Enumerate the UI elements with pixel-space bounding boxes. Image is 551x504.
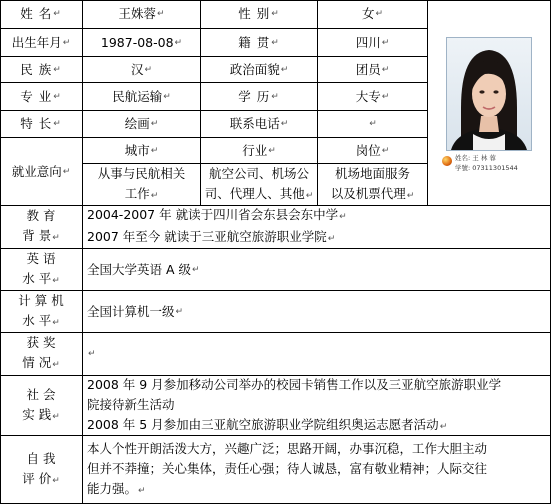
intent-city-value: 从事与民航相关 工作↵: [83, 164, 201, 206]
political-label: 政治面貌 ↵: [201, 57, 318, 83]
english-level: 全国大学英语 A 级 ↵: [83, 249, 551, 291]
ethnicity-value: 汉 ↵: [83, 57, 201, 83]
education-history: 2004-2007 年 就读于四川省会东县会东中学↵ 2007 年至今 就读于三亚航空旅游职业学院↵: [83, 206, 551, 249]
name-value: 王姝蓉 ↵: [83, 0, 201, 29]
intent-header-position: 岗位 ↵: [318, 138, 428, 164]
origin-label: 籍 贯 ↵: [201, 29, 318, 57]
awards-label: 获 奖 情 况↵: [0, 333, 83, 376]
education-level-value: 大专 ↵: [318, 83, 428, 111]
photo-cell: [428, 0, 551, 206]
political-value: 团员 ↵: [318, 57, 428, 83]
awards-value: ↵: [83, 333, 551, 376]
education-level-label: 学 历 ↵: [201, 83, 318, 111]
education-label: 教 育 背 景↵: [0, 206, 83, 249]
major-label: 专 业 ↵: [0, 83, 83, 111]
skill-label: 特 长 ↵: [0, 111, 83, 138]
social-label: 社 会 实 践↵: [0, 376, 83, 436]
phone-label: 联系电话 ↵: [201, 111, 318, 138]
birth-label: 出生年月 ↵: [0, 29, 83, 57]
self-eval-label: 自 我 评 价↵: [0, 436, 83, 504]
phone-value: ↵: [318, 111, 428, 138]
english-label: 英 语 水 平↵: [0, 249, 83, 291]
name-label: 姓 名 ↵: [0, 0, 83, 29]
computer-level: 全国计算机一级 ↵: [83, 291, 551, 333]
origin-value: 四川 ↵: [318, 29, 428, 57]
self-evaluation: 本人个性开朗活泼大方，兴趣广泛；思路开阔，办事沉稳，工作大胆主动 但并不莽撞；关心集体，责任心强；待人诚恳，富有敬业精神；人际交往 能力强。↵: [83, 436, 551, 504]
intent-header-industry: 行业 ↵: [201, 138, 318, 164]
intent-label: 就业意向 ↵: [0, 138, 83, 206]
gender-label: 性 别 ↵: [201, 0, 318, 29]
birth-value: 1987-08-08 ↵: [83, 29, 201, 57]
social-practice: 2008 年 9 月参加移动公司举办的校园卡销售工作以及三亚航空旅游职业学 院接待新生活动 2008 年 5 月参加由三亚航空旅游职业学院组织奥运志愿者活动↵: [83, 376, 551, 436]
gender-value: 女 ↵: [318, 0, 428, 29]
computer-label: 计 算 机 水 平↵: [0, 291, 83, 333]
photo-caption: 姓名: 王 林 蓉 学號: 07311301544: [442, 153, 542, 177]
major-value: 民航运输 ↵: [83, 83, 201, 111]
ethnicity-label: 民 族 ↵: [0, 57, 83, 83]
skill-value: 绘画 ↵: [83, 111, 201, 138]
profile-photo: [446, 37, 532, 151]
intent-position-value: 机场地面服务 以及机票代理↵: [318, 164, 428, 206]
intent-industry-value: 航空公司、机场公 司、代理人、其他↵: [201, 164, 318, 206]
badge-icon: [442, 156, 452, 166]
intent-header-city: 城市 ↵: [83, 138, 201, 164]
